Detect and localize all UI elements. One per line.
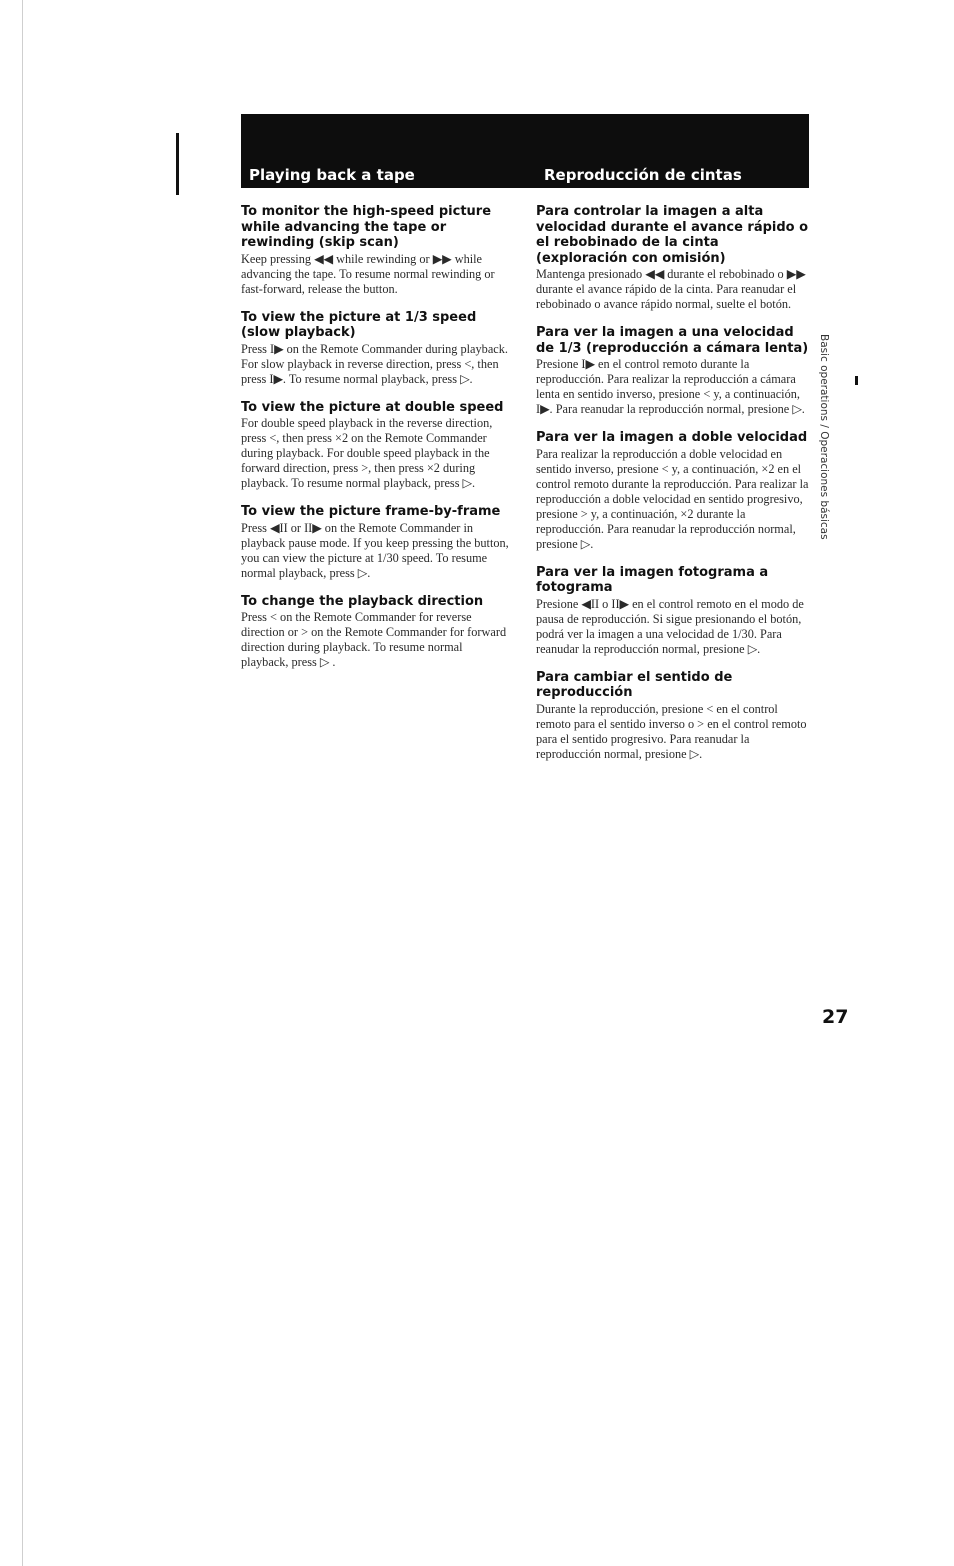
side-tab-label: Basic operations / Operaciones básicas	[818, 334, 830, 540]
section-heading: Para ver la imagen a doble velocidad	[536, 430, 808, 445]
banner-title-es: Reproducción de cintas	[544, 166, 742, 184]
page-edge-line	[22, 0, 23, 1566]
section-heading: To view the picture at 1/3 speed (slow playback)	[241, 309, 477, 340]
section-body: Presione ◀II o II▶ en el control remoto en el modo de pausa de reproducción. Si sigue presionando el botón, podrá ver la imagen a una velocidad de 1/30. Para reanudar la reproducción normal, presione ▷.	[536, 596, 804, 656]
scan-mark	[176, 133, 179, 195]
section-body: Keep pressing ◀◀ while rewinding or ▶▶ while advancing the tape. To resume normal rewinding or fast-forward, release the button.	[241, 251, 495, 296]
thumb-index-mark	[855, 376, 858, 385]
section-slow-playback-es	[536, 325, 810, 417]
english-column	[241, 204, 513, 683]
section-heading: Para ver la imagen fotograma a fotograma	[536, 564, 769, 595]
section-heading: Para ver la imagen a una velocidad de 1/3 (reproducción a cámara lenta)	[536, 325, 809, 356]
page-number: 27	[822, 1006, 849, 1028]
section-body: Press < on the Remote Commander for reverse direction or > on the Remote Commander for forward direction during playback. To resume normal playback, press ▷ .	[241, 610, 507, 669]
section-body: Press ◀II or II▶ on the Remote Commander in playback pause mode. If you keep pressing the button, you can view the picture at 1/30 speed. To resume normal playback, press ▷.	[241, 520, 509, 580]
section-body: Mantenga presionado ◀◀ durante el rebobinado o ▶▶ durante el avance rápido de la cinta. Para reanudar el rebobinado o avance rápido normal, suelte el botón.	[536, 267, 806, 311]
section-frame-by-frame-es	[536, 565, 810, 657]
section-body: Press I▶ on the Remote Commander during playback. For slow playback in reverse direction, press <, then press I▶. To resume normal playback, press ▷.	[241, 341, 508, 386]
section-heading: To view the picture frame-by-frame	[241, 504, 501, 519]
section-heading: To change the playback direction	[241, 593, 484, 609]
section-body: For double speed playback in the reverse direction, press <, then press ×2 on the Remote Commander during playback. For double speed playback in the forward direction, press >, then press ×2 during playback. To resume normal playback, press ▷.	[241, 416, 493, 490]
section-skip-scan-es	[536, 204, 810, 312]
section-playback-direction-es	[536, 670, 810, 762]
section-heading: Para controlar la imagen a alta velocidad durante el avance rápido o el rebobinado de la cinta (exploración con omisión)	[536, 204, 809, 266]
section-skip-scan-en	[241, 204, 513, 297]
spanish-column	[536, 204, 810, 775]
section-heading: To monitor the high-speed picture while advancing the tape or rewinding (skip scan)	[241, 204, 492, 250]
section-heading: Para cambiar el sentido de reproducción	[536, 669, 733, 700]
section-playback-direction-en	[241, 594, 513, 671]
section-banner	[241, 114, 809, 188]
section-slow-playback-en	[241, 310, 513, 387]
section-body: Para realizar la reproducción a doble velocidad en sentido inverso, presione < y, a continuación, ×2 en el control remoto durante la reproducción. Para realizar la reproducción a doble velocidad en sentido progresivo, presione > y, a continuación, ×2 durante la reproducción. Para reanudar la reproducción normal, presione ▷.	[536, 446, 809, 551]
section-heading: To view the picture at double speed	[241, 399, 504, 415]
side-tab	[817, 334, 833, 544]
section-double-speed-en	[241, 400, 513, 492]
section-frame-by-frame-en	[241, 504, 513, 581]
section-body: Presione I▶ en el control remoto durante la reproducción. Para realizar la reproducción a cámara lenta en sentido inverso, presione < y, a continuación, I▶. Para reanudar la reproducción normal, presione ▷.	[536, 357, 805, 416]
banner-title-en: Playing back a tape	[249, 166, 415, 184]
section-double-speed-es	[536, 430, 810, 552]
section-body: Durante la reproducción, presione < en el control remoto para el sentido inverso o > en el control remoto para el sentido progresivo. Para reanudar la reproducción normal, presione ▷.	[536, 701, 807, 761]
